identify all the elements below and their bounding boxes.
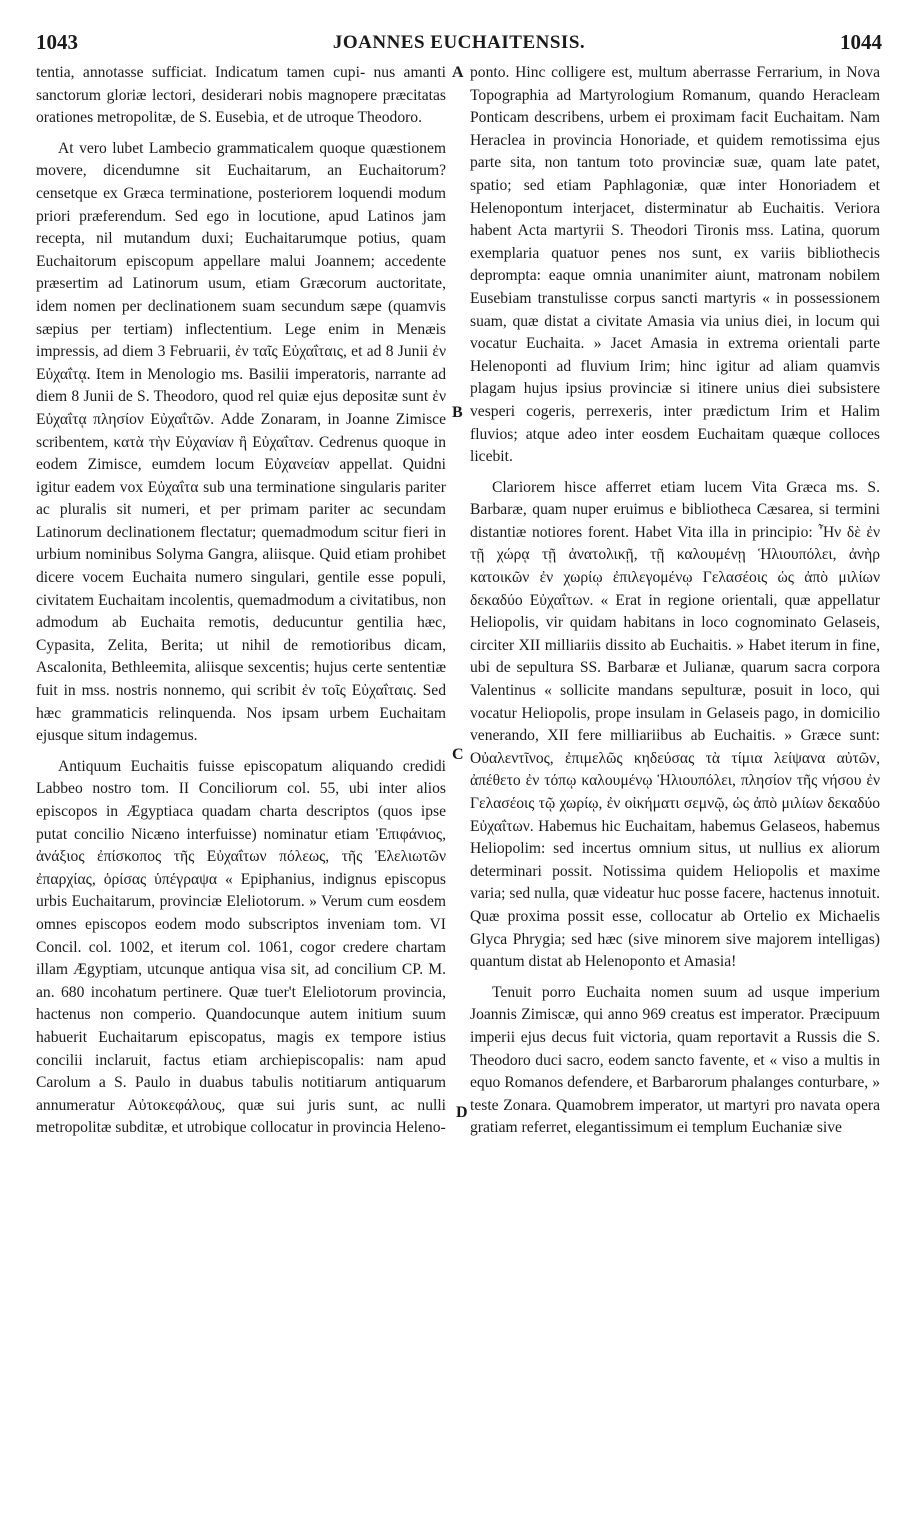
right-paragraph-2: Clariorem hisce afferret etiam lucem Vita Græca ms. S. Barbaræ, quam nuper eruimus e bibliotheca Cæsarea, si termini distantiæ notiores forent. Habet Vita illa in principio: Ἦν δὲ ἐν τῇ χώρᾳ τῇ ἀνατολικῇ, τῇ καλουμένῃ Ἡλιουπόλει, ἀνὴρ κατοικῶν ἐν χωρίῳ ἐπιλεγομένῳ Γελασέοις ὡς ἀπὸ μιλίων δεκαδύο Εὐχαΐτων. « Erat in regione orientali, quæ appellatur Heliopolis, vir quidam habitans in loco cognominato Gelaseis, circiter XII milliariis dissito ab Euchaitis. » Habet iterum in fine, ubi de sepultura SS. Barbaræ et Julianæ, quarum sacra corpora Valentinus « sollicite mandans sepulturæ, posuit in loco, qui vocatur Heliopolis, prope insulam in Gelaseis pago, in domicilio venerando, XII fere milliariibus ab Euchaitis. » Græce sunt: Οὐαλεντῖνος, ἐπιμελῶς κηδεύσας τὰ τίμια λείψανα αὐτῶν, ἀπέθετο ἐν τόπῳ καλουμένῳ Ἡλιουπόλει, πλησίον τῆς νήσου ἐν Γελασέοις τῷ χωρίῳ, ἐν οἰκήματι σεμνῷ, ὡς ἀπὸ μιλίων δεκαδύο Εὐχαΐτων. Habemus hic Euchaitam, habemus Gelaseos, habemus Heliopolim: sed incertus omnium situs, ut nullius ex aliorum determinari possit. Notissima quidem Heliopolis et maxime varia; sed nulla, quæ videatur huc posse facere, hactenus innotuit. Quæ proxima possit esse, collocatur ab Ortelio ex Michaelis Glyca Phrygia; sed hæc (sive minorem sive majorem intelligas) quantum distat ab Helenoponto et Amasia! xyxy=(470,478,880,971)
left-paragraph-2: At vero lubet Lambecio grammaticalem quoque quæstionem movere, dicendumne sit Euchaitarum, an Euchaitorum? censetque ex Græca terminatione, posteriorem loquendi modum priori præferendum. Sed ego in locutione, apud Latinos jam recepta, nil mutandum duxi; Euchaitarumque potius, quam Euchaitorum episcopum appellare malui Joannem; accedente præsertim ad Latinorum usum, etiam Græcorum auctoritate, idem nomen per declinationem suam secundum sæpe (quamvis sæpius per tertiam) inflectentium. Lege enim in Menæis impressis, ad diem 3 Februarii, ἐν ταῖς Εὐχαΐταις, et ad 8 Junii ἐν Εὐχαΐτᾳ. Item in Menologio ms. Basilii imperatoris, narrante ad diem 8 Junii de S. Theodoro, quod rel quiæ ejus depositæ sunt ἐν Εὐχαΐτᾳ πλησίον Εὐχαΐτῶν. Adde Zonaram, in Joanne Zimisce scribentem, κατὰ τὴν Εὐχανίαν ἢ Εὐχαΐταν. Cedrenus quoque in eodem Zimisce, eumdem locum Εὐχανείαν appellat. Quidni igitur eadem vox Εὐχαΐτα sub una terminatione singularis pariter ac pluralis sit numeri, et per primam pariter ac secundam Latinorum declinationem flectatur; quemadmodum scitur fieri in urbium nominibus Solyma Gangra, aliisque. Quid etiam prohibet dicere vocem Euchaita numero singulari, gentile esse populi, civitatem Euchaitam incolentis, quemadmodum a civitatibus, non admodum ab Euchaita remotis, deducuntur gentilia hæc, Cypasita, Zelita, Berita; ut nihil de remotioribus dicam, Ascalonita, Bethleemita, aliisque sexcentis; hujus certe sententiæ fuit in mss. nostris nonnemo, qui scribit ἐν τοῖς Εὐχαΐταις. Sed hæc grammaticis relinquenda. Nos ipsam urbem Euchaitam ejusque situm indagemus. xyxy=(36,139,446,745)
left-column xyxy=(36,62,446,1140)
running-title: JOANNES EUCHAITENSIS. xyxy=(332,32,586,53)
section-marker-a: A xyxy=(452,64,464,81)
page-header xyxy=(36,30,882,58)
section-marker-b: B xyxy=(452,404,463,421)
right-paragraph-1: ponto. Hinc colligere est, multum aberrasse Ferrarium, in Nova Topographia ad Martyrologium Romanum, quando Heracleam Ponticam describens, urbem ei proximam facit Euchaitam. Nam Heraclea in provincia Honoriade, et quidem remotissima ejus parte sita, non tantum toto provinciæ suæ, quam late patet, spatio; sed etiam Paphlagoniæ, quæ inter Honoriadem et Helenopontum interjacet, disterminatur ab Euchaitis. Veriora habent Acta martyrii S. Theodori Tironis mss. Latina, quorum exemplaria quatuor penes nos sunt, ex variis bibliothecis deprompta: eaque omnia unanimiter aiunt, matronam nobilem Eusebiam transtulisse corpus sancti martyris « in possessionem suam, quæ distat a civitate Amasia via unius diei, in locum qui vocatur Euchaita. » Jacet Amasia in extrema orientali parte Helenoponti ad fluvium Irim; hinc igitur ad aliam quamvis plagam hujus ipsius provinciæ si itinere unius diei subsistere vesperi cogeris, perrexeris, inter prædictum Irim et Halim fluvios; atque adeo inter eosdem Euchaitam quæque colloces licebit. xyxy=(470,64,880,466)
left-paragraph-3: Antiquum Euchaitis fuisse episcopatum aliquando credidi Labbeo nostro tom. II Conciliorum col. 55, ubi inter alios episcopos in Ægyptiaca quadam charta descriptos (quos ipse putat concilio Nicæno interfuisse) nominatur etiam Ἐπιφάνιος, ἀνάξιος ἐπίσκοπος τῆς Εὐχαΐτων πόλεως, τῆς Ἐλελιωτῶν ἐπαρχίας, ὁρίσας ὑπέγραψα « Epiphanius, indignus episcopus urbis Euchaitarum, provinciæ Eleliotorum. » Verum cum eosdem omnes episcopos eodem modo subscriptos inveniam tom. VI Concil. col. 1002, et iterum col. 1061, cogor credere chartam illam Ægyptiam, utcunque antiqua visa sit, ad concilium CP. M. an. 680 incohatum pertinere. Quæ tuer't Eleliotorum provincia, hactenus non comperio. Quandocunque autem initium suum habuerit Euchaitarum episcopatus, magis ex tempore istius concilii inclaruit, factus etiam archiepiscopalis: nam apud Carolum a S. Paulo in duabus tabulis notitiarum antiquarum annumeratur Αὐτοκεφάλους, quæ sui juris sunt, ac nulli metropolitæ subditæ, et utrobique collocatur in provincia Heleno- xyxy=(36,757,446,1137)
section-marker-c: C xyxy=(452,746,464,763)
section-marker-d: D xyxy=(456,1104,468,1121)
right-paragraph-3: Tenuit porro Euchaita nomen suum ad usque imperium Joannis Zimiscæ, qui anno 969 creatus est imperator. Præcipuum imperii ejus decus fuit victoria, quam reportavit a Russis die S. Theodoro duci sacro, eodem sancto favente, et « viso a multis in equo Romanos defendere, et Barbarorum phalanges conturbare, » teste Zonara. Quamobrem imperator, ut martyri pro navata opera gratiam referret, elegantissimum ei templum Euchaniæ sive xyxy=(470,983,880,1137)
right-page-number: 1044 xyxy=(840,30,882,54)
left-page-number: 1043 xyxy=(36,30,78,54)
right-column xyxy=(470,62,880,1140)
left-paragraph-1: tentia, annotasse sufficiat. Indicatum tamen cupi- nus amanti sanctorum gloriæ lectori, desiderari nobis magnopere præcitatas orationes metropolitæ, de S. Eusebia, et de utroque Theodoro. xyxy=(36,64,446,127)
